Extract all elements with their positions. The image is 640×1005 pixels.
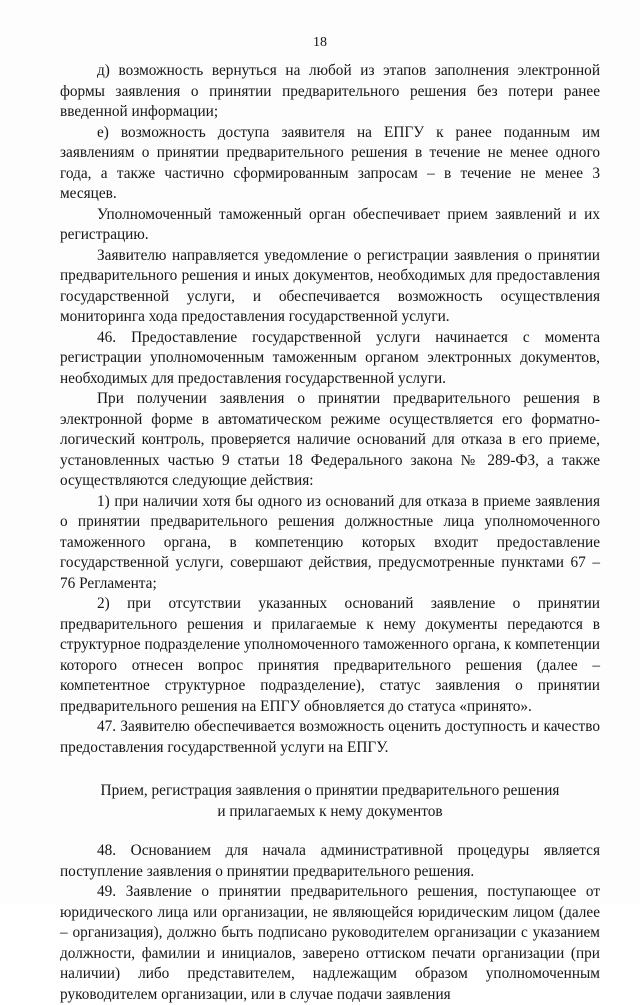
paragraph-46: 46. Предоставление государственной услуги начинается с момента регистрации уполномоченным таможенным органом электронных документов, необходимых для предоставления государственной услуги. — [60, 328, 600, 387]
paragraph-item-e: е) возможность доступа заявителя на ЕПГУ к ранее поданным им заявлениям о принятии предварительного решения в течение не менее одного года, а также частично сформированным запросам – в течение не менее 3 месяцев. — [60, 123, 600, 202]
paragraph-action-2: 2) при отсутствии указанных оснований заявление о принятии предварительного решения и прилагаемые к нему документы передаются в структурное подразделение уполномоченного таможенного органа, к компетенции которого отнесен вопрос принятия предварительного решения (далее – компетентное структурное подразделение), статус заявления о принятии предварительного решения на ЕПГУ обновляется до статуса «принято». — [60, 595, 600, 715]
paragraph-48: 48. Основанием для начала административной процедуры является поступление заявления о принятии предварительного решения. — [60, 842, 600, 880]
paragraph-notification: Заявителю направляется уведомление о регистрации заявления о принятии предварительного решения и иных документов, необходимых для предоставления государственной услуги, и обеспечивается возможность осуществления мониторинга хода предоставления государственной услуги. — [60, 246, 600, 325]
paragraph-action-1: 1) при наличии хотя бы одного из оснований для отказа в приеме заявления о принятии предварительного решения должностные лица уполномоченного таможенного органа, в компетенцию которых входит предоставление государственной услуги, совершают действия, предусмотренные пунктами 67 – 76 Регламента; — [60, 492, 600, 592]
paragraph-49: 49. Заявление о принятии предварительного решения, поступающее от юридического лица или организации, не являющейся юридическим лицом (далее – организация), должно быть подписано руководителем организации с указанием должности, фамилии и инициалов, заверено оттиском печати организации (при наличии) либо представителем, надлежащим образом уполномоченным руководителем организации, или в случае подачи заявления — [60, 883, 600, 1003]
section-heading: Прием, регистрация заявления о принятии предварительного решения и прилагаемых к нему документов — [100, 782, 560, 820]
paragraph-electronic-control: При получении заявления о принятии предварительного решения в электронной форме в автоматическом режиме осуществляется его форматно-логический контроль, проверяется наличие оснований для отказа в его приеме, установленных частью 9 статьи 18 Федерального закона № 289-ФЗ, а также осуществляются следующие действия: — [60, 390, 600, 489]
page-number: 18 — [313, 35, 327, 50]
paragraph-registration: Уполномоченный таможенный орган обеспечивает прием заявлений и их регистрацию. — [60, 205, 600, 243]
document-body — [60, 61, 600, 1005]
paragraph-47: 47. Заявителю обеспечивается возможность оценить доступность и качество предоставления государственной услуги на ЕПГУ. — [60, 718, 600, 756]
paragraph-item-d: д) возможность вернуться на любой из этапов заполнения электронной формы заявления о принятии предварительного решения без потери ранее введенной информации; — [60, 62, 600, 120]
